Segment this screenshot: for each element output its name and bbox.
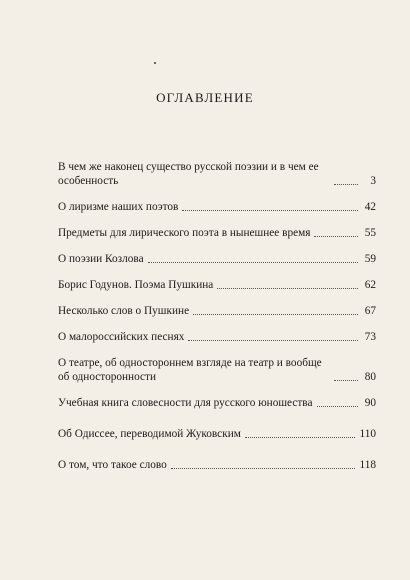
toc-entry-page: 67 xyxy=(364,305,376,317)
table-of-contents xyxy=(58,160,376,472)
toc-entry-kozlov xyxy=(58,252,376,266)
toc-entry-boris-godunov xyxy=(58,278,376,292)
leader-dots xyxy=(148,262,358,263)
leader-dots xyxy=(245,437,356,438)
toc-entry-lyric-subjects xyxy=(58,226,376,240)
toc-entry-lyricism xyxy=(58,200,376,214)
leader-dots xyxy=(171,468,356,469)
leader-dots xyxy=(334,184,358,185)
toc-entry-odyssey xyxy=(58,427,376,441)
toc-entry-title: О том, что такое слово xyxy=(58,459,167,471)
toc-entry-little-russian-songs xyxy=(58,330,376,344)
toc-entry-theatre xyxy=(58,356,376,384)
toc-entry-title: О малороссийских песнях xyxy=(58,331,185,343)
leader-dots xyxy=(314,236,358,237)
toc-entry-page: 110 xyxy=(359,428,376,440)
toc-entry-page: 3 xyxy=(370,175,376,187)
leader-dots xyxy=(334,380,358,381)
toc-entry-title: Об Одиссее, переводимой Жуковским xyxy=(58,428,241,440)
leader-dots xyxy=(217,288,358,289)
toc-title: ОГЛАВЛЕНИЕ xyxy=(156,90,254,105)
toc-entry-title: Предметы для лирического поэта в нынешнее время xyxy=(58,227,311,239)
toc-entry-title: О лиризме наших поэтов xyxy=(58,201,179,213)
toc-entry-page: 90 xyxy=(364,397,376,409)
leader-dots xyxy=(182,210,358,211)
toc-entry-page: 80 xyxy=(364,371,376,383)
toc-entry-russian-poetry xyxy=(58,160,376,188)
toc-entry-title: Учебная книга словесности для русского юношества xyxy=(58,397,313,409)
toc-entry-title: О театре, об одностороннем взгляде на театр и вообще об односторонности xyxy=(58,357,322,383)
toc-entry-pushkin xyxy=(58,304,376,318)
toc-entry-page: 55 xyxy=(364,227,376,239)
toc-entry-page: 42 xyxy=(364,201,376,213)
toc-entry-title: В чем же наконец существо русской поэзии и в чем ее особенность xyxy=(58,161,319,187)
page-dot xyxy=(154,62,156,64)
leader-dots xyxy=(317,406,359,407)
toc-entry-title: Борис Годунов. Поэма Пушкина xyxy=(58,279,214,291)
leader-dots xyxy=(193,314,358,315)
toc-entry-what-is-word xyxy=(58,458,376,472)
toc-entry-textbook xyxy=(58,396,376,410)
leader-dots xyxy=(188,340,358,341)
toc-entry-page: 62 xyxy=(364,279,376,291)
toc-entry-title: О поэзии Козлова xyxy=(58,253,144,265)
toc-entry-page: 118 xyxy=(359,459,376,471)
toc-entry-page: 73 xyxy=(364,331,376,343)
toc-entry-title: Несколько слов о Пушкине xyxy=(58,305,190,317)
toc-entry-page: 59 xyxy=(364,253,376,265)
